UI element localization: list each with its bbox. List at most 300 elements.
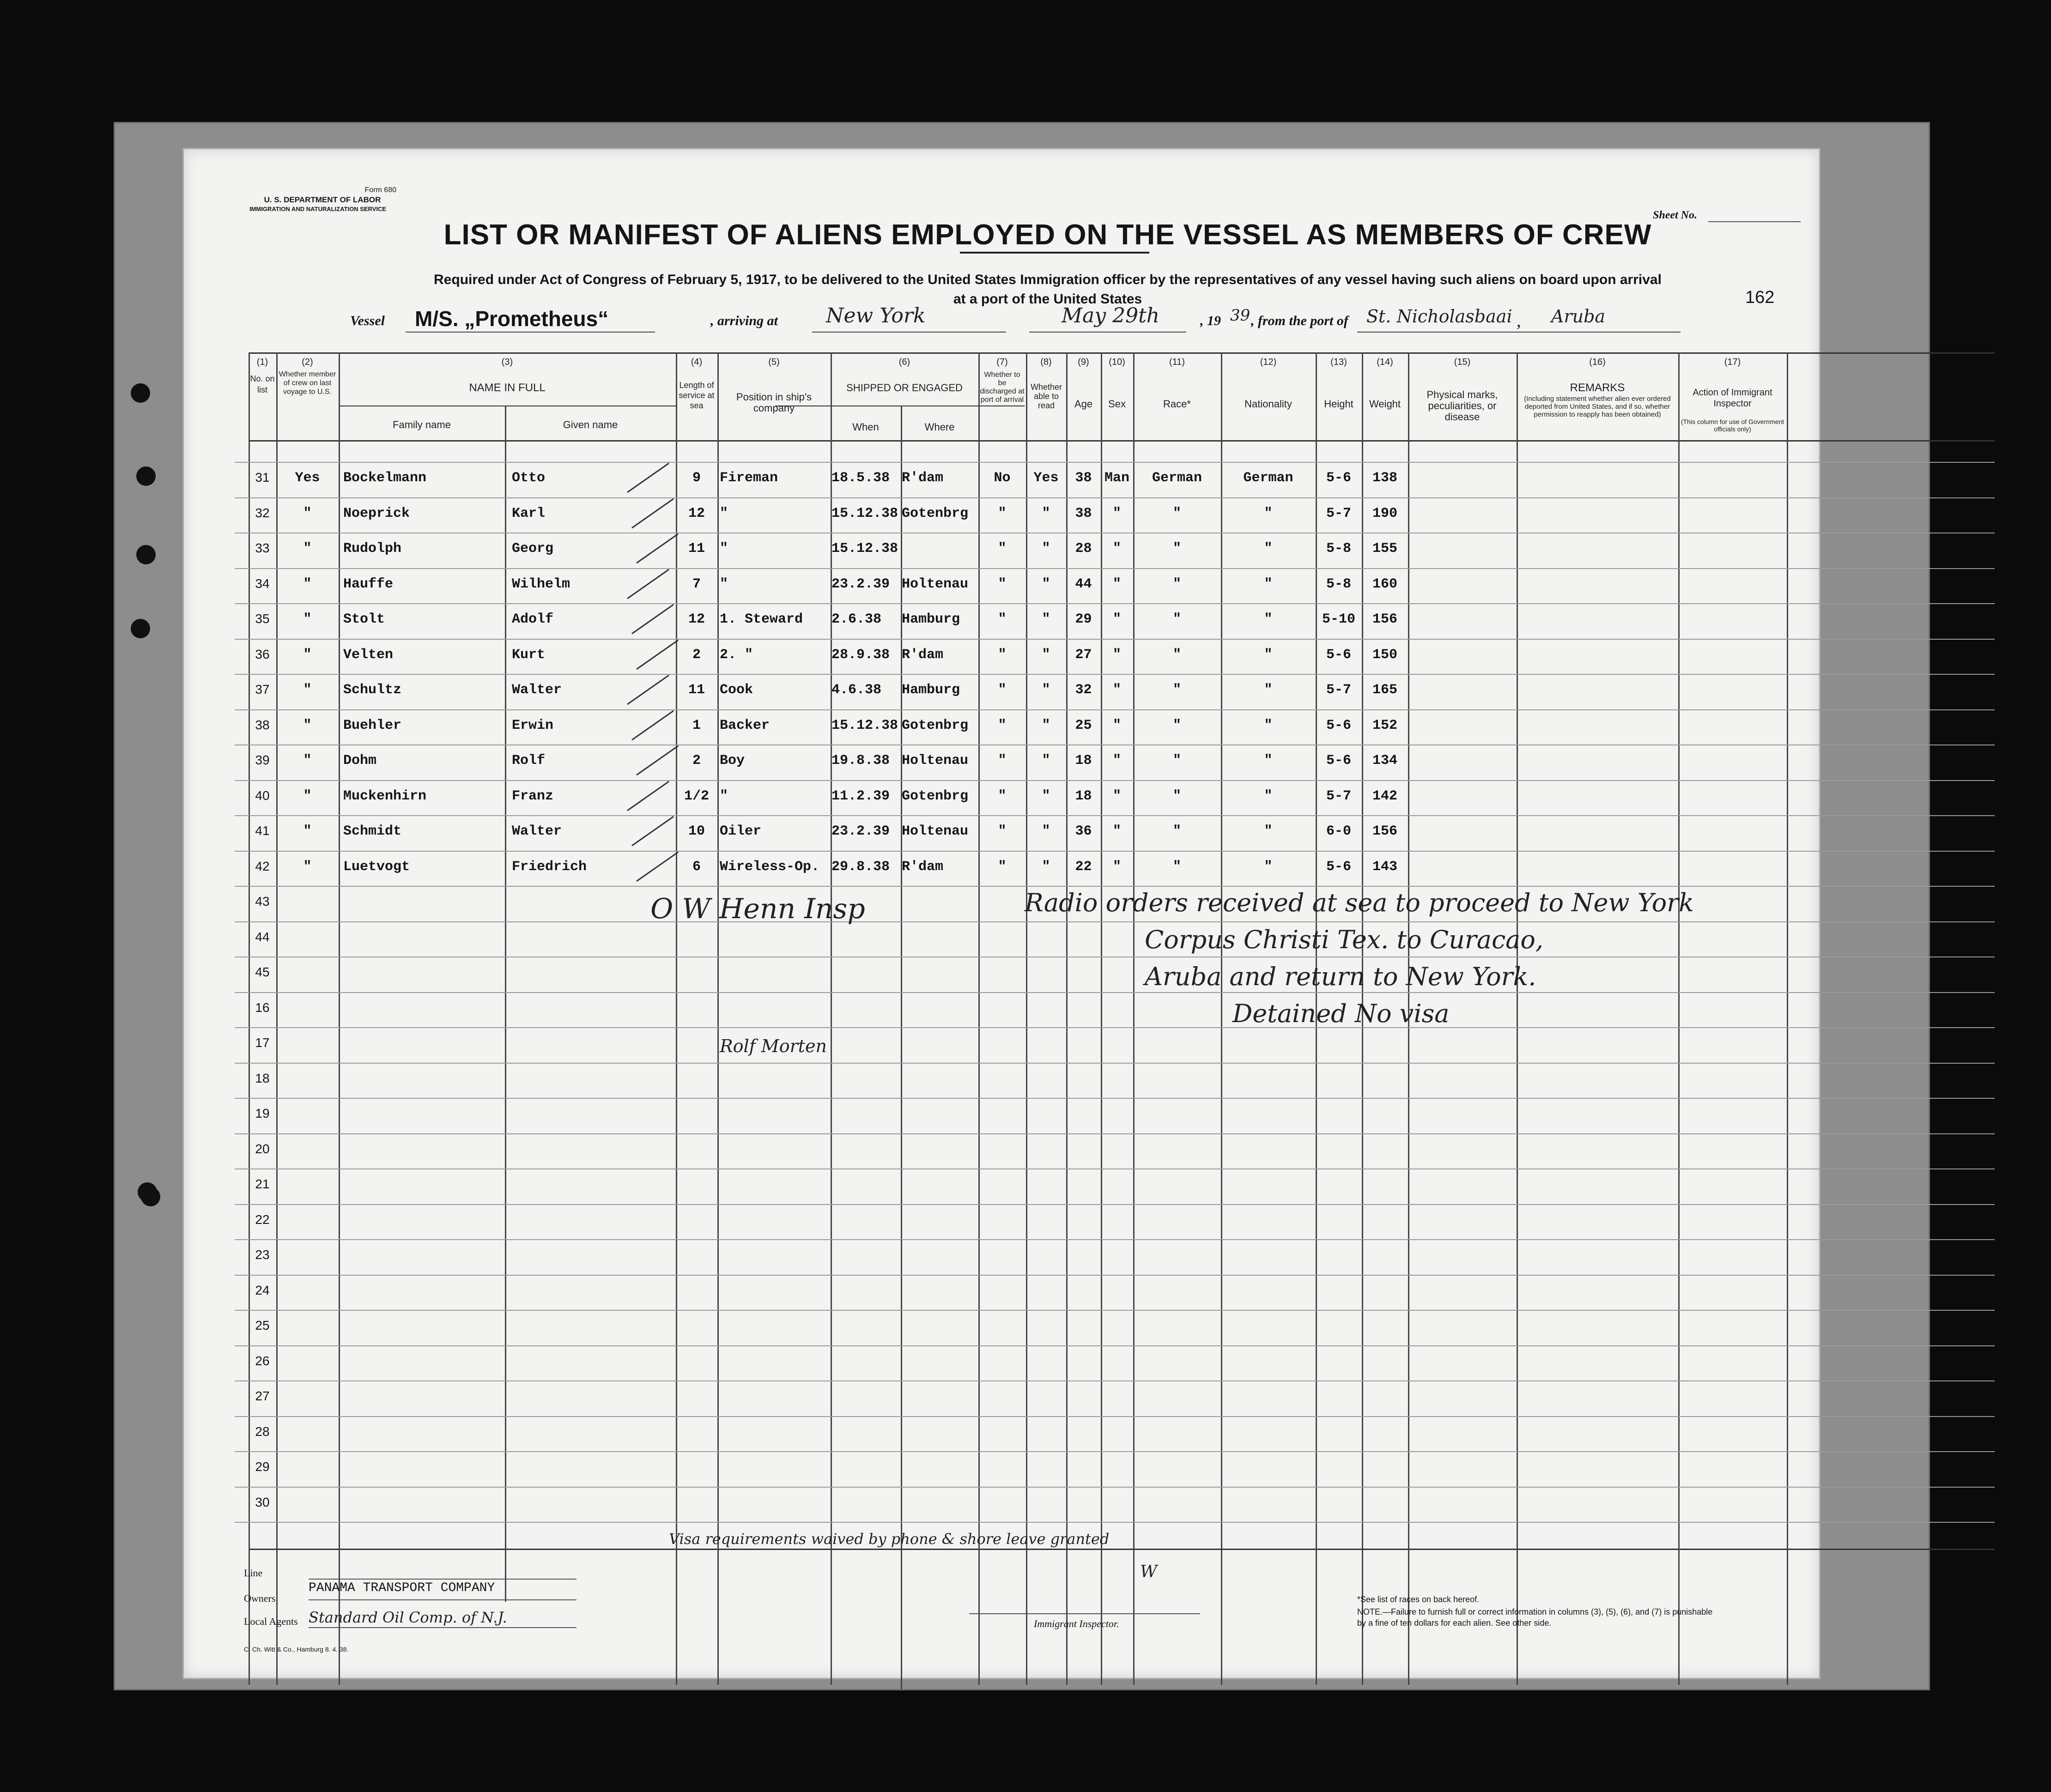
footer-agents-label: Local Agents — [244, 1616, 298, 1627]
header-remarks: REMARKS — [1570, 381, 1625, 394]
col-number: (3) — [501, 357, 513, 367]
cell-race: " — [1172, 541, 1181, 557]
empty-row-number: 44 — [255, 929, 270, 944]
header-height: Height — [1324, 398, 1353, 410]
cell-weight: 155 — [1372, 541, 1397, 557]
cell-position: Boy — [720, 753, 745, 769]
cell-race: " — [1172, 611, 1181, 627]
empty-row-number: 26 — [255, 1353, 270, 1368]
cell-weight: 156 — [1372, 823, 1397, 839]
check-mark — [627, 463, 669, 493]
cell-weight: 143 — [1372, 859, 1397, 875]
cell-able-to-read: " — [1042, 717, 1050, 733]
cell-discharged: " — [998, 576, 1007, 592]
col-number: (6) — [898, 357, 910, 367]
binder-hole — [136, 466, 156, 486]
cell-previous-voyage: " — [303, 611, 312, 627]
cell-discharged: " — [998, 611, 1007, 627]
cell-discharged: " — [998, 753, 1007, 769]
remark-line-4: Detained No visa — [1232, 999, 1450, 1028]
header-discharged: Whether to be discharged at port of arrival — [980, 371, 1025, 404]
arrival-date: May 29th — [1062, 304, 1160, 327]
col-rule — [505, 406, 506, 1602]
col-number: (11) — [1169, 357, 1185, 367]
cell-family-name: Luetvogt — [343, 859, 410, 875]
cell-sex: " — [1112, 576, 1121, 592]
cell-age: 18 — [1075, 753, 1092, 769]
cell-list-number: 31 — [255, 470, 270, 484]
cell-race: " — [1172, 753, 1181, 769]
header-inspector-note: (This column for use of Government officials only) — [1681, 418, 1784, 433]
cell-list-number: 42 — [255, 859, 270, 873]
cell-list-number: 32 — [255, 505, 270, 520]
department-name: U. S. DEPARTMENT OF LABOR — [264, 195, 381, 204]
inspector-mark: O W Henn Insp — [650, 893, 865, 925]
cell-weight: 165 — [1372, 682, 1397, 698]
cell-given-name: Kurt — [512, 647, 546, 663]
col-number: (8) — [1040, 357, 1052, 367]
row-rule — [235, 1380, 1995, 1381]
empty-row-number: 22 — [255, 1212, 270, 1227]
cell-sex: " — [1112, 859, 1121, 875]
header-family-name: Family name — [393, 419, 451, 430]
cell-shipped-where: Hamburg — [902, 611, 960, 627]
col-number: (4) — [691, 357, 703, 367]
cell-nationality: " — [1264, 823, 1273, 839]
footer-owners-label: Owners — [244, 1592, 276, 1604]
inspector-signature-line — [969, 1613, 1200, 1614]
empty-row-number: 18 — [255, 1071, 270, 1085]
binder-hole — [131, 383, 150, 403]
header-weight: Weight — [1369, 398, 1401, 410]
cell-race: " — [1172, 505, 1181, 521]
cell-given-name: Franz — [512, 788, 554, 804]
empty-row-number: 30 — [255, 1495, 270, 1509]
cell-able-to-read: " — [1042, 823, 1050, 839]
form-number: Form 680 — [364, 186, 396, 194]
cell-shipped-when: 15.12.38 — [831, 505, 898, 521]
cell-weight: 138 — [1372, 470, 1397, 486]
header-given-name: Given name — [563, 419, 618, 430]
col-number: (15) — [1454, 357, 1471, 367]
cell-discharged: No — [994, 470, 1011, 486]
cell-list-number: 41 — [255, 823, 270, 838]
header-inspector-action: Action of Immigrant Inspector — [1693, 387, 1772, 409]
cell-age: 25 — [1075, 717, 1092, 733]
row-rule — [235, 1451, 1995, 1452]
cell-shipped-where: Hamburg — [902, 682, 960, 698]
arriving-label: , arriving at — [710, 313, 778, 328]
row-rule — [235, 1275, 1995, 1276]
cell-list-number: 39 — [255, 753, 270, 767]
empty-row-number: 45 — [255, 965, 270, 979]
cell-height: 5-6 — [1326, 717, 1351, 733]
cell-discharged: " — [998, 505, 1007, 521]
cell-weight: 142 — [1372, 788, 1397, 804]
cell-height: 5-7 — [1326, 682, 1351, 698]
cell-list-number: 40 — [255, 788, 270, 803]
subtitle-line-1: Required under Act of Congress of February 5, 1917, to be delivered to the United States Immigration officer by the representatives of any vessel having such aliens on board upon arrival — [434, 272, 1662, 287]
cell-age: 36 — [1075, 823, 1092, 839]
cell-race: " — [1172, 682, 1181, 698]
row-rule — [235, 921, 1995, 922]
col-rule — [1517, 352, 1518, 1685]
binder-hole — [136, 545, 156, 564]
cell-shipped-when: 19.8.38 — [831, 753, 890, 769]
cell-race: " — [1172, 576, 1181, 592]
cell-previous-voyage: " — [303, 682, 312, 698]
binder-hole — [141, 1187, 160, 1206]
cell-height: 5-8 — [1326, 576, 1351, 592]
cell-able-to-read: " — [1042, 541, 1050, 557]
table-header-rule — [249, 440, 1995, 442]
cell-nationality: " — [1264, 576, 1273, 592]
header-position: Position in ship's company — [736, 391, 812, 414]
cell-family-name: Noeprick — [343, 505, 410, 521]
cell-given-name: Rolf — [512, 753, 546, 769]
header-remarks-note: (Including statement whether alien ever ordered deported from United States, and if so, whether permission to reapply has been obtained) — [1524, 395, 1671, 418]
page-title: LIST OR MANIFEST OF ALIENS EMPLOYED ON THE VESSEL AS MEMBERS OF CREW — [443, 219, 1652, 251]
cell-family-name: Hauffe — [343, 576, 394, 592]
cell-sex: " — [1112, 682, 1121, 698]
check-mark — [631, 498, 674, 528]
cell-discharged: " — [998, 823, 1007, 839]
cell-age: 38 — [1075, 470, 1092, 486]
cell-nationality: " — [1264, 717, 1273, 733]
cell-position: " — [720, 788, 728, 804]
cell-list-number: 36 — [255, 647, 270, 661]
cell-shipped-where: Gotenbrg — [902, 505, 969, 521]
footer-agents-rule — [309, 1627, 576, 1628]
row-rule — [235, 886, 1995, 887]
cell-age: 29 — [1075, 611, 1092, 627]
row-rule — [235, 568, 1995, 569]
col-number: (13) — [1330, 357, 1347, 367]
cell-service-length: 1/2 — [684, 788, 709, 804]
footer-owners-rule — [309, 1599, 576, 1600]
manifest-sheet — [182, 148, 1820, 1679]
cell-list-number: 34 — [255, 576, 270, 591]
empty-row-number: 29 — [255, 1459, 270, 1474]
cell-sex: " — [1112, 717, 1121, 733]
cell-family-name: Muckenhirn — [343, 788, 427, 804]
cell-race: " — [1172, 788, 1181, 804]
cell-height: 5-6 — [1326, 647, 1351, 663]
cell-able-to-read: " — [1042, 611, 1050, 627]
cell-weight: 156 — [1372, 611, 1397, 627]
from-underline — [1357, 332, 1681, 333]
header-physical-marks: Physical marks, peculiarities, or disease — [1426, 389, 1498, 423]
cell-position: Backer — [720, 717, 770, 733]
remark-line-1: Radio orders received at sea to proceed to New York — [1025, 888, 1694, 917]
empty-row-number: 25 — [255, 1318, 270, 1332]
agents-value: Standard Oil Comp. of N.J. — [309, 1609, 507, 1626]
row-rule — [235, 851, 1995, 852]
remark-line-3: Aruba and return to New York. — [1145, 962, 1536, 991]
cell-family-name: Dohm — [343, 753, 377, 769]
row-rule — [235, 462, 1995, 463]
header-list-no: No. on list — [250, 374, 275, 394]
arriving-underline — [812, 332, 1006, 333]
cell-previous-voyage: " — [303, 753, 312, 769]
cell-sex: " — [1112, 647, 1121, 663]
cell-previous-voyage: " — [303, 576, 312, 592]
penalty-note: NOTE.—Failure to furnish full or correct information in columns (3), (5), (6), and (7) is punishable by a fine of ten dollars for each alien. See other side. — [1357, 1607, 1713, 1628]
check-mark — [627, 569, 669, 599]
cell-discharged: " — [998, 647, 1007, 663]
visa-initials: W — [1140, 1562, 1158, 1581]
cell-height: 5-7 — [1326, 788, 1351, 804]
cell-shipped-where: R'dam — [902, 470, 944, 486]
cell-nationality: " — [1264, 611, 1273, 627]
vessel-label: Vessel — [350, 313, 385, 328]
col-rule — [339, 352, 340, 1685]
cell-shipped-when: 4.6.38 — [831, 682, 882, 698]
remark-line-2: Corpus Christi Tex. to Curacao, — [1145, 925, 1544, 954]
cell-nationality: " — [1264, 682, 1273, 698]
cell-shipped-when: 18.5.38 — [831, 470, 890, 486]
row-rule — [235, 1063, 1995, 1064]
cell-able-to-read: " — [1042, 576, 1050, 592]
cell-family-name: Bockelmann — [343, 470, 427, 486]
check-mark — [631, 604, 674, 635]
cell-weight: 190 — [1372, 505, 1397, 521]
from-place: Aruba — [1551, 306, 1606, 327]
row-rule — [235, 497, 1995, 498]
col-number: (17) — [1724, 357, 1741, 367]
row-rule — [235, 815, 1995, 816]
title-underline — [960, 252, 1149, 254]
cell-height: 6-0 — [1326, 823, 1351, 839]
col-number: (2) — [302, 357, 313, 367]
empty-row-number: 27 — [255, 1389, 270, 1403]
cell-family-name: Schmidt — [343, 823, 402, 839]
cell-nationality: " — [1264, 753, 1273, 769]
cell-list-number: 35 — [255, 611, 270, 626]
arriving-port: New York — [826, 304, 926, 327]
cell-shipped-where: Gotenbrg — [902, 717, 969, 733]
col-rule — [717, 352, 719, 1685]
cell-position: " — [720, 505, 728, 521]
cell-age: 38 — [1075, 505, 1092, 521]
cell-shipped-when: 23.2.39 — [831, 576, 890, 592]
sheet-number-label: Sheet No. — [1653, 209, 1697, 221]
date-underline — [1029, 332, 1186, 333]
empty-row-number: 19 — [255, 1106, 270, 1120]
cell-discharged: " — [998, 541, 1007, 557]
cell-discharged: " — [998, 788, 1007, 804]
row-rule — [235, 709, 1995, 710]
cell-sex: " — [1112, 823, 1121, 839]
cell-family-name: Velten — [343, 647, 394, 663]
cell-previous-voyage: " — [303, 647, 312, 663]
cell-previous-voyage: " — [303, 505, 312, 521]
empty-row-number: 17 — [255, 1035, 270, 1050]
cell-age: 22 — [1075, 859, 1092, 875]
cell-service-length: 12 — [688, 505, 705, 521]
header-shipped-when: When — [852, 421, 879, 433]
row-rule — [235, 1027, 1995, 1028]
cell-height: 5-8 — [1326, 541, 1351, 557]
check-mark — [636, 851, 679, 882]
year-prefix: , 19 — [1200, 313, 1221, 328]
cell-position: " — [720, 541, 728, 557]
cell-family-name: Rudolph — [343, 541, 402, 557]
cell-position: Cook — [720, 682, 753, 698]
cell-given-name: Walter — [512, 823, 562, 839]
cell-nationality: " — [1264, 788, 1273, 804]
cell-weight: 160 — [1372, 576, 1397, 592]
cell-service-length: 11 — [688, 682, 705, 698]
cell-list-number: 33 — [255, 541, 270, 555]
cell-able-to-read: " — [1042, 788, 1050, 804]
cell-shipped-when: 28.9.38 — [831, 647, 890, 663]
cell-able-to-read: " — [1042, 505, 1050, 521]
row-rule — [235, 603, 1995, 604]
cell-shipped-when: 2.6.38 — [831, 611, 882, 627]
cell-shipped-where: Holtenau — [902, 823, 969, 839]
cell-race: " — [1172, 647, 1181, 663]
cell-service-length: 2 — [692, 647, 701, 663]
cell-sex: " — [1112, 611, 1121, 627]
cell-list-number: 37 — [255, 682, 270, 696]
cell-age: 44 — [1075, 576, 1092, 592]
cell-family-name: Stolt — [343, 611, 385, 627]
cell-nationality: " — [1264, 541, 1273, 557]
cell-height: 5-7 — [1326, 505, 1351, 521]
row-rule — [235, 639, 1995, 640]
cell-given-name: Friedrich — [512, 859, 587, 875]
cell-able-to-read: " — [1042, 753, 1050, 769]
cell-age: 32 — [1075, 682, 1092, 698]
check-mark — [636, 745, 679, 776]
cell-sex: " — [1112, 753, 1121, 769]
cell-shipped-where: Gotenbrg — [902, 788, 969, 804]
vessel-name: M/S. „Prometheus“ — [415, 307, 609, 331]
cell-race: " — [1172, 717, 1181, 733]
header-sex: Sex — [1108, 398, 1126, 410]
row-rule — [235, 1310, 1995, 1311]
cell-weight: 152 — [1372, 717, 1397, 733]
from-label: , from the port of — [1251, 313, 1348, 328]
cell-shipped-where: R'dam — [902, 859, 944, 875]
arrival-year: 39 — [1230, 306, 1250, 325]
row-rule — [235, 1168, 1995, 1169]
footer-line-rule — [309, 1579, 576, 1580]
empty-row-number: 21 — [255, 1177, 270, 1191]
cell-shipped-when: 11.2.39 — [831, 788, 890, 804]
cell-shipped-when: 29.8.38 — [831, 859, 890, 875]
cell-given-name: Georg — [512, 541, 554, 557]
row-rule — [235, 992, 1995, 993]
cell-given-name: Erwin — [512, 717, 554, 733]
cell-position: 1. Steward — [720, 611, 803, 627]
page-subtitle — [332, 270, 1764, 309]
cell-previous-voyage: " — [303, 859, 312, 875]
cell-sex: " — [1112, 541, 1121, 557]
header-length-of-service: Length of service at sea — [679, 381, 715, 410]
cell-given-name: Otto — [512, 470, 546, 486]
check-mark — [636, 533, 679, 564]
binder-hole — [131, 619, 150, 638]
cell-age: 27 — [1075, 647, 1092, 663]
empty-row-number: 43 — [255, 894, 270, 908]
cell-given-name: Walter — [512, 682, 562, 698]
col-rule — [1678, 352, 1680, 1685]
header-able-to-read: Whether able to read — [1030, 382, 1062, 410]
cell-shipped-where: Holtenau — [902, 576, 969, 592]
cell-height: 5-6 — [1326, 753, 1351, 769]
cell-race: " — [1172, 823, 1181, 839]
empty-row-number: 16 — [255, 1000, 270, 1015]
cell-height: 5-6 — [1326, 859, 1351, 875]
cell-shipped-where: R'dam — [902, 647, 944, 663]
col-rule — [1787, 352, 1788, 1685]
owners-value: PANAMA TRANSPORT COMPANY — [309, 1581, 495, 1595]
cell-position: Fireman — [720, 470, 778, 486]
row-rule — [235, 1487, 1995, 1488]
printer-imprint: C. Ch. Witt & Co., Hamburg 8. 4. 38. — [244, 1646, 349, 1653]
cell-age: 28 — [1075, 541, 1092, 557]
cell-height: 5-6 — [1326, 470, 1351, 486]
signature: Rolf Morten — [720, 1036, 827, 1056]
empty-row-number: 24 — [255, 1283, 270, 1297]
cell-shipped-when: 23.2.39 — [831, 823, 890, 839]
check-mark — [631, 710, 674, 740]
cell-position: Wireless-Op. — [720, 859, 820, 875]
cell-sex: " — [1112, 505, 1121, 521]
cell-service-length: 7 — [692, 576, 701, 592]
cell-discharged: " — [998, 859, 1007, 875]
cell-age: 18 — [1075, 788, 1092, 804]
col-number: (7) — [996, 357, 1008, 367]
cell-service-length: 11 — [688, 541, 705, 557]
from-port-comma: , — [1517, 311, 1521, 331]
cell-able-to-read: " — [1042, 647, 1050, 663]
cell-shipped-when: 15.12.38 — [831, 541, 898, 557]
cell-discharged: " — [998, 682, 1007, 698]
from-port: St. Nicholasbaai — [1366, 306, 1512, 327]
cell-weight: 134 — [1372, 753, 1397, 769]
col-number: (10) — [1109, 357, 1125, 367]
cell-previous-voyage: Yes — [295, 470, 320, 486]
row-rule — [235, 674, 1995, 675]
table-top-rule — [249, 352, 1995, 354]
header-shipped-where: Where — [924, 421, 955, 433]
cell-sex: " — [1112, 788, 1121, 804]
row-rule — [235, 1522, 1995, 1523]
cell-service-length: 2 — [692, 753, 701, 769]
cell-family-name: Buehler — [343, 717, 402, 733]
cell-given-name: Karl — [512, 505, 546, 521]
cell-service-length: 6 — [692, 859, 701, 875]
cell-nationality: " — [1264, 647, 1273, 663]
col-number: (1) — [256, 357, 268, 367]
check-mark — [631, 816, 674, 847]
cell-race: German — [1152, 470, 1202, 486]
row-rule — [235, 1204, 1995, 1205]
cell-position: " — [720, 576, 728, 592]
cell-given-name: Wilhelm — [512, 576, 570, 592]
check-mark — [636, 639, 679, 670]
empty-row-number: 20 — [255, 1141, 270, 1156]
cell-nationality: " — [1264, 859, 1273, 875]
cell-list-number: 38 — [255, 717, 270, 732]
header-nationality: Nationality — [1244, 398, 1292, 410]
cell-race: " — [1172, 859, 1181, 875]
cell-able-to-read: Yes — [1033, 470, 1059, 486]
cell-position: 2. " — [720, 647, 753, 663]
